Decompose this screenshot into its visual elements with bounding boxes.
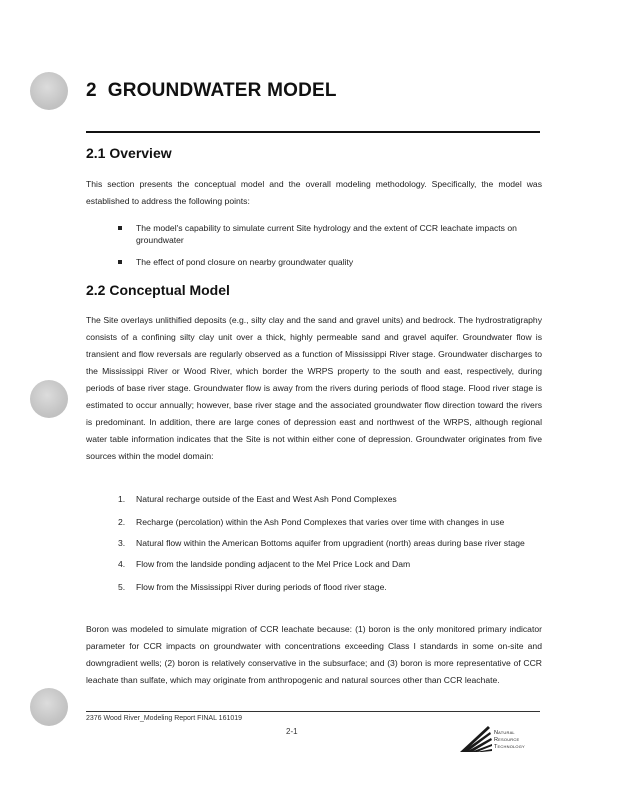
- conceptual-paragraph: The Site overlays unlithified deposits (e.g., silty clay and the sand and gravel units) and bedrock. The hydrostratigraphy consists of a confining silty clay unit over a thick, highly permeable sand and gravel aquifer. Groundwater flow is transient and flow reversals are regularly observed as a function of Mississippi River stage. Groundwater discharges to the Mississippi River or Wood River, which border the WRPS property to the south and east, respectively, during periods of base river stage. Groundwater flow is away from the rivers during periods of flood stage. Flood river stage is estimated to occur annually; however, base river stage and the associated groundwater flow direction toward the rivers is predominant. In addition, there are large cones of depression east and northwest of the WRPS, although regional water table information indicates that the Site is not within either cone of depression. Groundwater originates from five sources within the model domain:: [86, 315, 542, 461]
- logo-mark-icon: [460, 726, 492, 752]
- list-item: 5. Flow from the Mississippi River during periods of flood river stage.: [118, 582, 387, 592]
- binder-hole-top: [30, 72, 68, 110]
- section-heading-conceptual: 2.2 Conceptual Model: [86, 282, 230, 298]
- chapter-title: [86, 80, 337, 102]
- logo-text: Natural Resource Technology: [494, 730, 525, 750]
- overview-intro: This section presents the conceptual model and the overall modeling methodology. Specifically, the model was established to address the following points:: [86, 179, 542, 206]
- bullet-icon: [118, 260, 122, 264]
- overview-bullet-list: [118, 222, 538, 268]
- footer-doc-id: 2376 Wood River_Modeling Report FINAL 161019: [86, 715, 243, 722]
- bullet-icon: [118, 226, 122, 230]
- page-number: 2-1: [286, 727, 298, 736]
- chapter-title-text: GROUNDWATER MODEL: [107, 80, 337, 101]
- list-item: The effect of pond closure on nearby groundwater quality: [118, 256, 538, 268]
- list-item: 4. Flow from the landside ponding adjacent to the Mel Price Lock and Dam: [118, 559, 411, 569]
- list-item: The model's capability to simulate current Site hydrology and the extent of CCR leachate impacts on groundwater: [118, 222, 538, 246]
- boron-paragraph: Boron was modeled to simulate migration of CCR leachate because: (1) boron is the only monitored primary indicator parameter for CCR impacts on groundwater with concentrations exceeding Class I standards in some on-site and downgradient wells; (2) boron is relatively conservative in the subsurface; and (3) boron is more representative of CCR leachate than sulfate, which may originate from anthropogenic and natural sources other than CCR leachate.: [86, 624, 542, 685]
- list-item: 3. Natural flow within the American Bottoms aquifer from upgradient (north) areas during base river stage: [118, 538, 525, 548]
- binder-hole-middle: [30, 380, 68, 418]
- list-item: 1. Natural recharge outside of the East and West Ash Pond Complexes: [118, 494, 397, 504]
- chapter-rule: [86, 131, 540, 133]
- binder-hole-bottom: [30, 688, 68, 726]
- section-heading-overview: 2.1 Overview: [86, 145, 172, 161]
- list-item: 2. Recharge (percolation) within the Ash Pond Complexes that varies over time with changes in use: [118, 517, 505, 527]
- groundwater-sources-list: [118, 493, 538, 593]
- footer-rule: [86, 711, 540, 712]
- chapter-number: 2: [86, 80, 97, 101]
